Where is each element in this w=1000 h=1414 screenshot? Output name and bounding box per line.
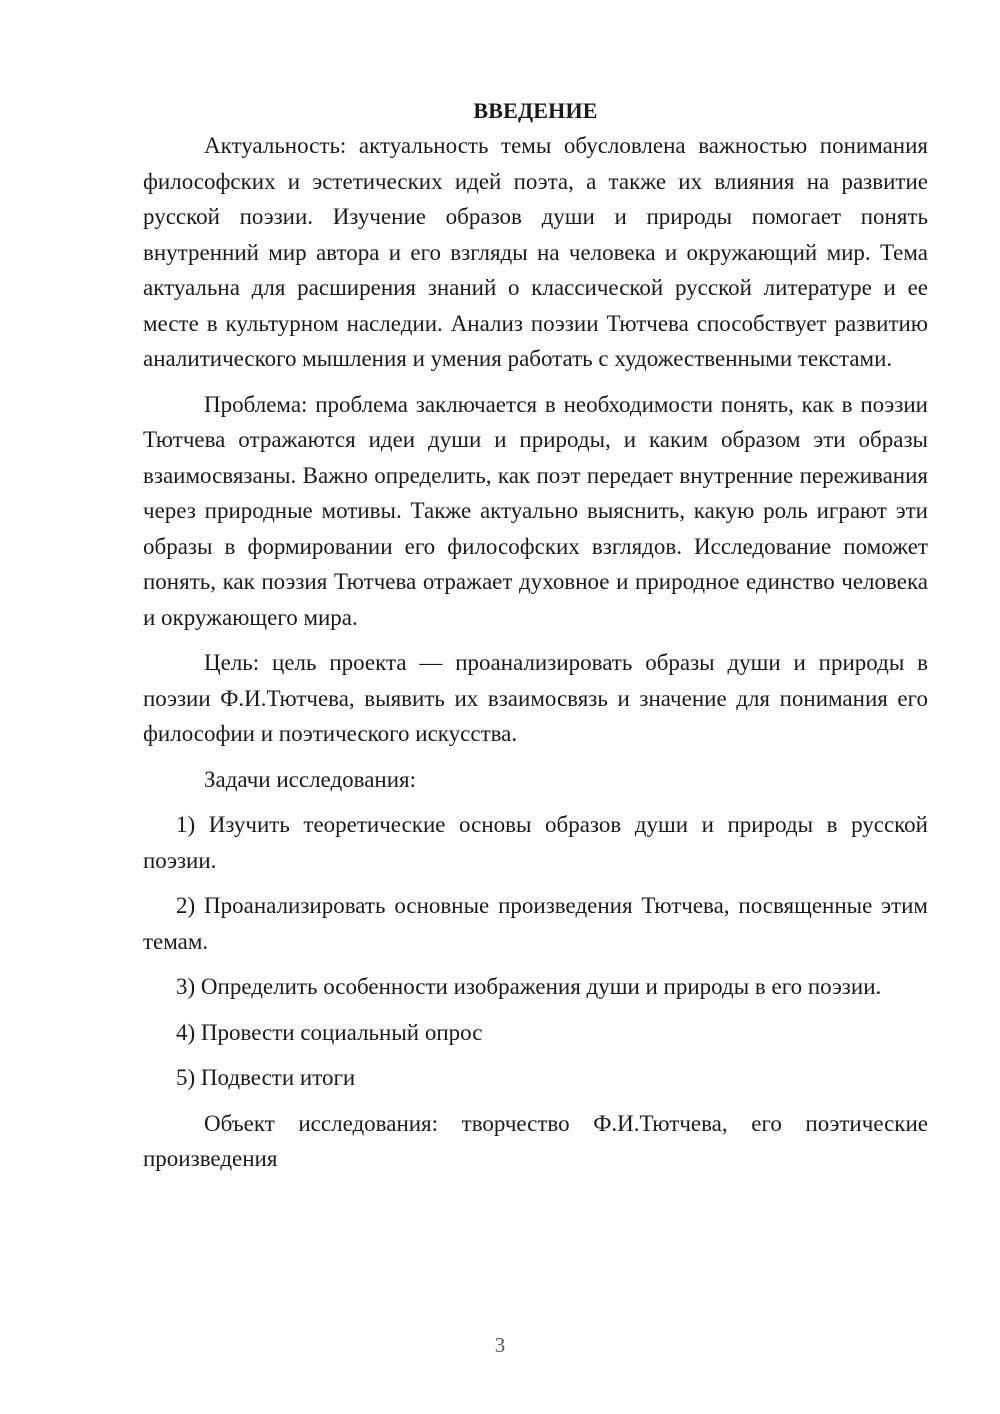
paragraph-relevance: Актуальность: актуальность темы обусловлена важностью понимания философских и эстетических идей поэта, а также их влияния на развитие русской поэзии. Изучение образов души и природы помогает понять внутренний мир автора и его взгляды на человека и окружающий мир. Тема актуальна для расширения знаний о классической русской литературе и ее месте в культурном наследии. Анализ поэзии Тютчева способствует развитию аналитического мышления и умения работать с художественными текстами. (143, 133, 928, 371)
task-item: 2) Проанализировать основные произведения Тютчева, посвященные этим темам. (143, 893, 928, 954)
page-content (143, 93, 928, 1187)
page-number: 3 (494, 1333, 506, 1357)
paragraph-problem: Проблема: проблема заключается в необходимости понять, как в поэзии Тютчева отражаются идеи души и природы, и каким образом эти образы взаимосвязаны. Важно определить, как поэт передает внутренние переживания через природные мотивы. Также актуально выяснить, какую роль играют эти образы в формировании его философских взглядов. Исследование поможет понять, как поэзия Тютчева отражает духовное и природное единство человека и окружающего мира. (143, 391, 928, 630)
tasks-heading: Задачи исследования: (204, 766, 417, 792)
task-item: 3) Определить особенности изображения души и природы в его поэзии. (176, 974, 882, 999)
task-item: 1) Изучить теоретические основы образов души и природы в русской поэзии. (143, 812, 928, 873)
task-item: 4) Провести социальный опрос (176, 1019, 483, 1045)
task-item: 5) Подвести итоги (176, 1065, 356, 1090)
section-title: ВВЕДЕНИЕ (473, 98, 598, 123)
paragraph-object: Объект исследования: творчество Ф.И.Тютчева, его поэтические произведения (143, 1110, 928, 1171)
paragraph-goal: Цель: цель проекта — проанализировать образы души и природы в поэзии Ф.И.Тютчева, выявить их взаимосвязь и значение для понимания его философии и поэтического искусства. (143, 650, 928, 746)
